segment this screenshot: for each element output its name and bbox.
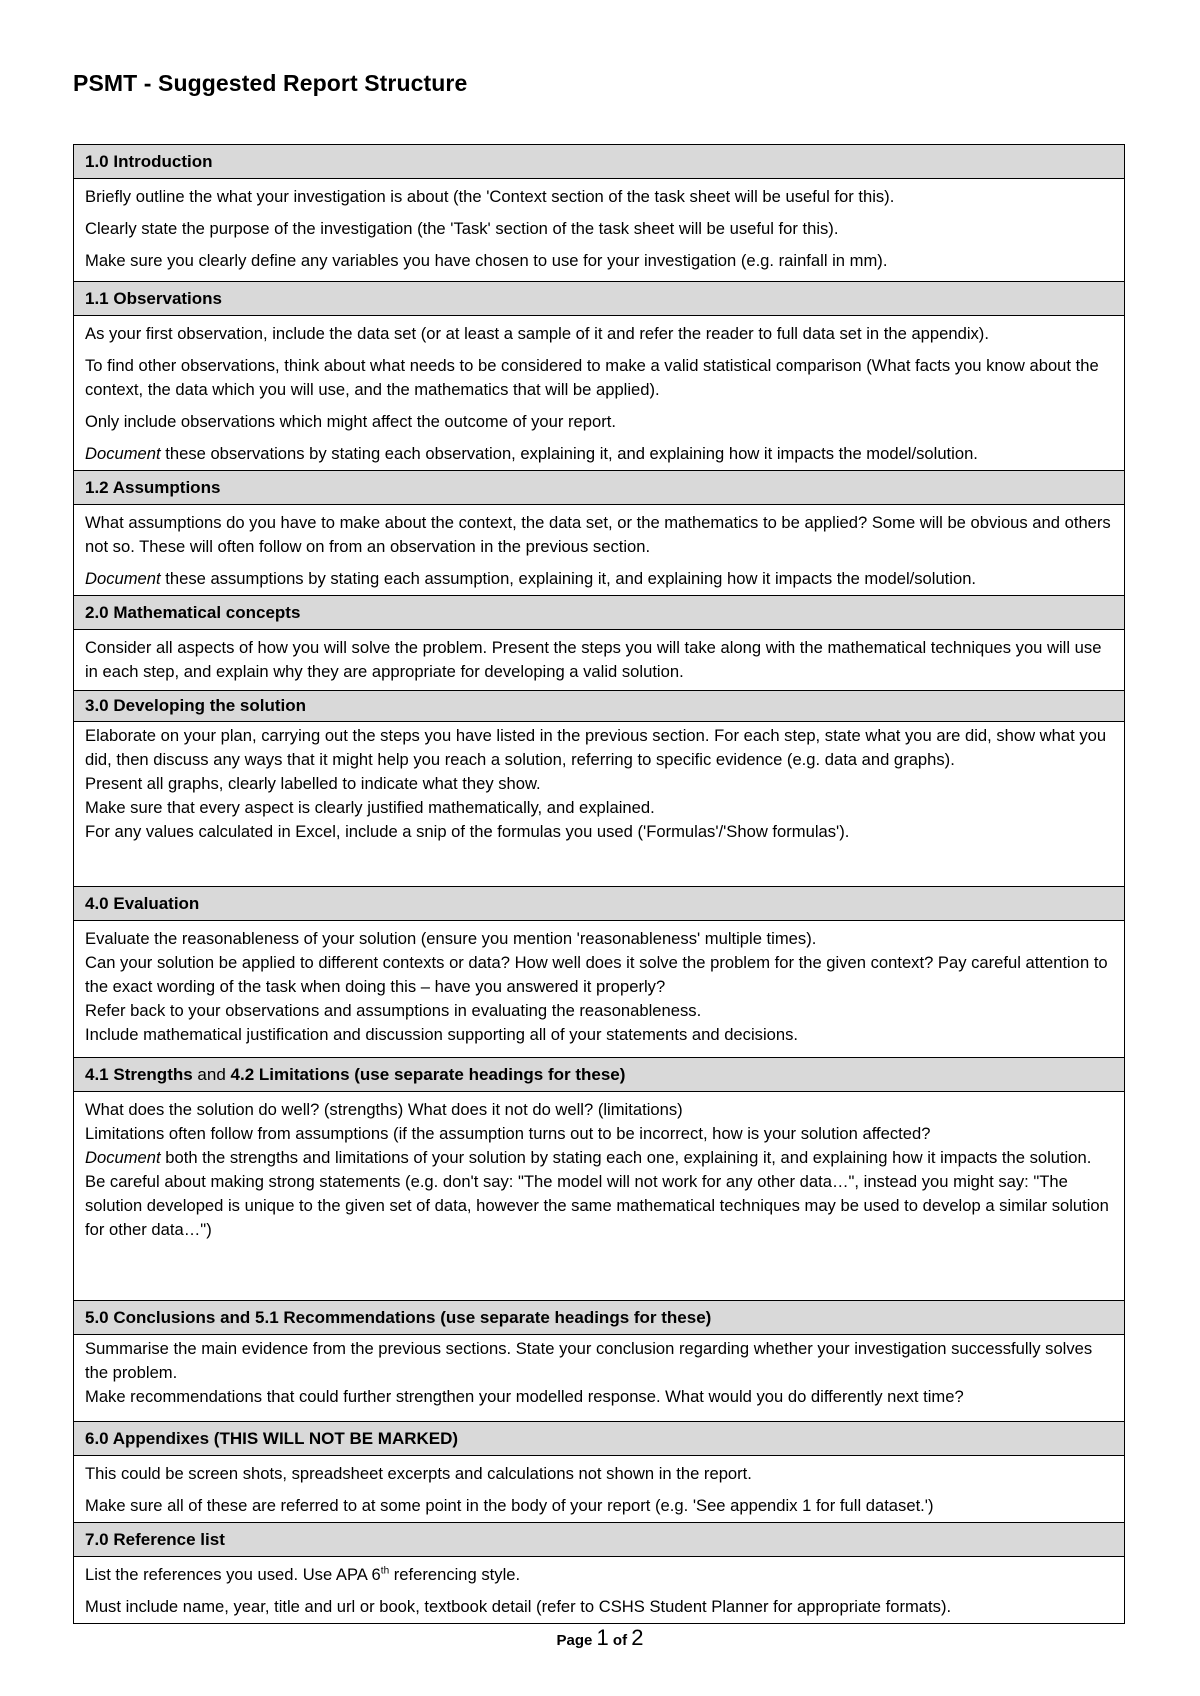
paragraph: Refer back to your observations and assumptions in evaluating the reasonableness. <box>85 1001 702 1020</box>
paragraph: Include mathematical justification and discussion supporting all of your statements and decisions. <box>85 1025 798 1044</box>
section-header-strengths-limitations <box>74 1058 1125 1092</box>
paragraph: Can your solution be applied to different contexts or data? How well does it solve the problem for the given context? Pay careful attention to the exact wording of the task when doing this – have you answered it properly? <box>85 953 1108 996</box>
section-header-observations <box>74 282 1125 316</box>
section-heading: 6.0 Appendixes (THIS WILL NOT BE MARKED) <box>74 1422 1125 1456</box>
paragraph: Limitations often follow from assumptions (if the assumption turns out to be incorrect, how is your solution affected? <box>85 1124 931 1143</box>
section-heading: 3.0 Developing the solution <box>74 691 1125 722</box>
heading-connector: and <box>192 1065 231 1084</box>
paragraph: For any values calculated in Excel, include a snip of the formulas you used ('Formulas'/'Show formulas'). <box>85 822 850 841</box>
paragraph: What does the solution do well? (strengths) What does it not do well? (limitations) <box>85 1100 683 1119</box>
page-title: PSMT - Suggested Report Structure <box>73 70 468 96</box>
section-header-references <box>74 1523 1125 1557</box>
paragraph: What assumptions do you have to make about the context, the data set, or the mathematics to be applied? Some will be obvious and others not so. These will often follow on from an observation in the previous section. <box>85 513 1111 556</box>
section-header-conclusions <box>74 1301 1125 1335</box>
section-body-assumptions <box>74 505 1125 596</box>
page-footer <box>0 1625 1200 1651</box>
section-body-references <box>74 1557 1125 1624</box>
section-header-assumptions <box>74 471 1125 505</box>
section-body-observations <box>74 316 1125 471</box>
section-heading: 4.0 Evaluation <box>74 887 1125 921</box>
report-structure-table <box>73 144 1125 1624</box>
paragraph: Must include name, year, title and url or book, textbook detail (refer to CSHS Student Planner for appropriate formats). <box>85 1597 952 1616</box>
section-heading: 1.0 Introduction <box>74 145 1125 179</box>
of-label: of <box>608 1632 632 1649</box>
section-body-developing <box>74 722 1125 887</box>
paragraph: Make sure you clearly define any variables you have chosen to use for your investigation (e.g. rainfall in mm). <box>85 251 888 270</box>
paragraph: Consider all aspects of how you will solve the problem. Present the steps you will take along with the mathematical techniques you will use in each step, and explain why they are appropriate for developing a valid solution. <box>85 638 1102 681</box>
paragraph: As your first observation, include the data set (or at least a sample of it and refer the reader to full data set in the appendix). <box>85 324 989 343</box>
emphasis-document: Document <box>85 444 161 463</box>
paragraph: Only include observations which might affect the outcome of your report. <box>85 412 616 431</box>
section-body-strengths-limitations <box>74 1092 1125 1301</box>
paragraph: Make recommendations that could further strengthen your modelled response. What would you do differently next time? <box>85 1387 964 1406</box>
page-label: Page <box>556 1632 597 1649</box>
section-heading: 7.0 Reference list <box>74 1523 1125 1557</box>
paragraph <box>85 436 1113 468</box>
heading-part-limitations: 4.2 Limitations (use separate headings for these) <box>230 1065 626 1084</box>
heading-part-strengths: 4.1 Strengths <box>85 1065 193 1084</box>
paragraph-text: these assumptions by stating each assumption, explaining it, and explaining how it impacts the model/solution. <box>160 569 977 588</box>
paragraph-text: these observations by stating each observation, explaining it, and explaining how it impacts the model/solution. <box>160 444 978 463</box>
section-header-concepts <box>74 596 1125 630</box>
paragraph-text: both the strengths and limitations of your solution by stating each one, explaining it, and explaining how it impacts the solution. <box>160 1148 1092 1167</box>
paragraph-text: List the references you used. Use APA 6 <box>85 1565 381 1584</box>
section-header-introduction <box>74 145 1125 179</box>
section-body-appendixes <box>74 1456 1125 1523</box>
paragraph: Briefly outline the what your investigation is about (the 'Context section of the task sheet will be useful for this). <box>85 187 895 206</box>
section-body-evaluation <box>74 921 1125 1058</box>
section-heading: 1.1 Observations <box>74 282 1125 316</box>
superscript: th <box>380 1565 390 1577</box>
paragraph: Be careful about making strong statements (e.g. don't say: "The model will not work for any other data…", instead you might say: "The solution developed is unique to the given set of data, however the same mathematical techniques may be used to develop a similar solution for other data…") <box>85 1172 1109 1239</box>
emphasis-document: Document <box>85 569 161 588</box>
paragraph <box>85 561 1113 593</box>
section-body-introduction <box>74 179 1125 282</box>
paragraph: Clearly state the purpose of the investigation (the 'Task' section of the task sheet will be useful for this). <box>85 219 839 238</box>
paragraph: Make sure all of these are referred to at some point in the body of your report (e.g. 'See appendix 1 for full dataset.') <box>85 1496 934 1515</box>
section-heading: 1.2 Assumptions <box>74 471 1125 505</box>
paragraph <box>85 1146 1113 1170</box>
current-page-number: 1 <box>596 1625 609 1650</box>
paragraph: Make sure that every aspect is clearly justified mathematically, and explained. <box>85 798 655 817</box>
section-header-developing <box>74 691 1125 722</box>
section-header-appendixes <box>74 1422 1125 1456</box>
section-body-conclusions <box>74 1335 1125 1422</box>
emphasis-document: Document <box>85 1148 161 1167</box>
paragraph: Elaborate on your plan, carrying out the steps you have listed in the previous section. For each step, state what you are did, show what you did, then discuss any ways that it might help you reach a solution, referring to specific evidence (e.g. data and graphs). <box>85 726 1107 769</box>
section-header-evaluation <box>74 887 1125 921</box>
section-body-concepts <box>74 630 1125 691</box>
paragraph: To find other observations, think about what needs to be considered to make a valid statistical comparison (What facts you know about the context, the data which you will use, and the mathematics that will be applied). <box>85 356 1099 399</box>
paragraph: Evaluate the reasonableness of your solution (ensure you mention 'reasonableness' multiple times). <box>85 929 817 948</box>
paragraph: This could be screen shots, spreadsheet excerpts and calculations not shown in the report. <box>85 1464 752 1483</box>
section-heading <box>74 1058 1125 1092</box>
paragraph: Present all graphs, clearly labelled to indicate what they show. <box>85 774 541 793</box>
section-heading: 5.0 Conclusions and 5.1 Recommendations (use separate headings for these) <box>74 1301 1125 1335</box>
paragraph-text: referencing style. <box>389 1565 521 1584</box>
total-page-number: 2 <box>631 1625 644 1650</box>
section-heading: 2.0 Mathematical concepts <box>74 596 1125 630</box>
paragraph <box>85 1557 1113 1589</box>
paragraph: Summarise the main evidence from the previous sections. State your conclusion regarding whether your investigation successfully solves the problem. <box>85 1339 1093 1382</box>
